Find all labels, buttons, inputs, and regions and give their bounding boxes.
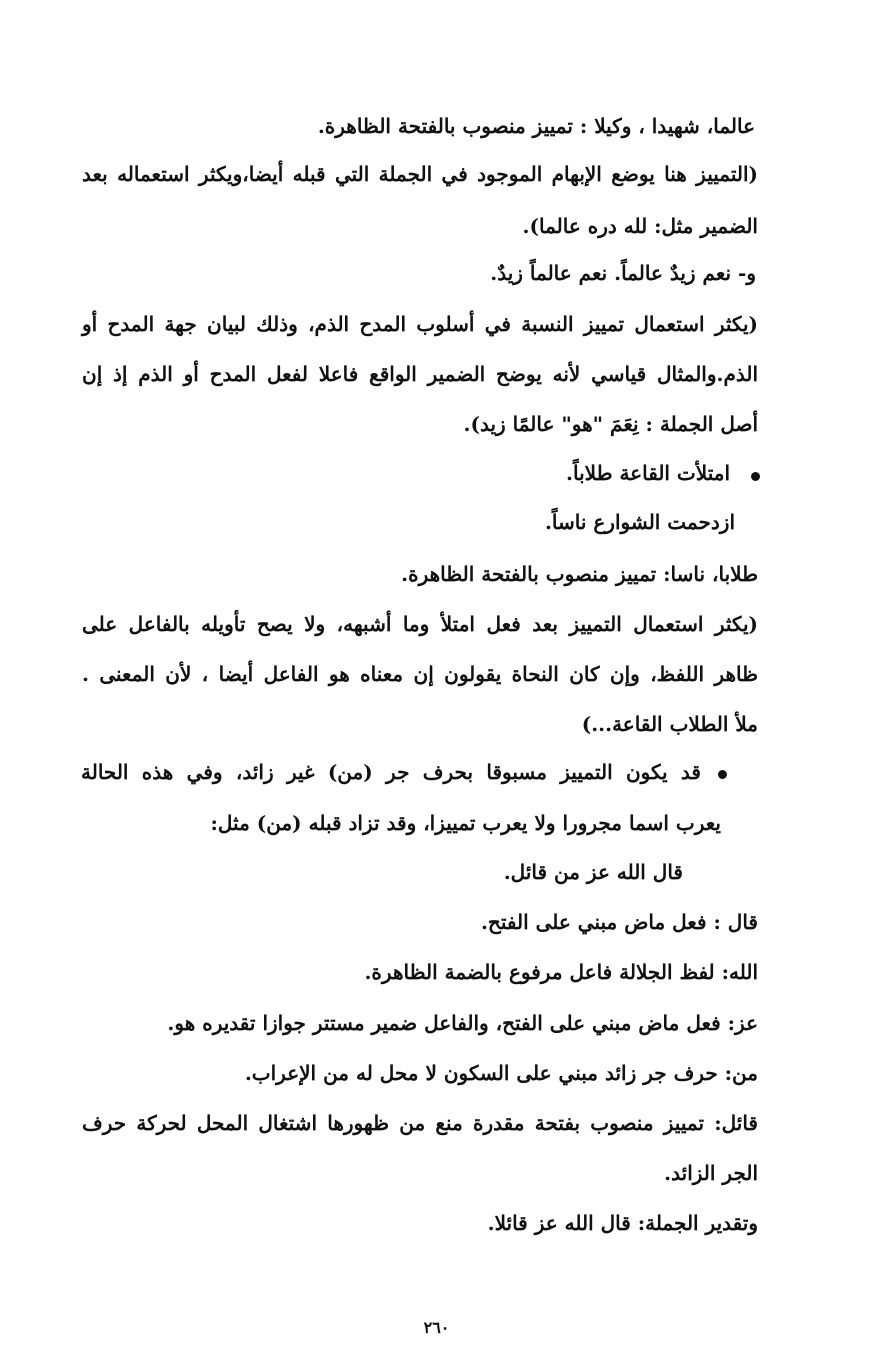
text-line: (يكثر استعمال تمييز النسبة في أسلوب المدح الذم، وذلك لبيان جهة المدح أو <box>82 312 758 336</box>
text-line: عز: فعل ماض مبني على الفتح، والفاعل ضمير مستتر جوازا تقديره هو. <box>167 1011 758 1035</box>
text-line: الله: لفظ الجلالة فاعل مرفوع بالضمة الظاهرة. <box>364 960 758 984</box>
text-line: وتقدير الجملة: قال الله عز قائلا. <box>487 1211 758 1235</box>
text-line: الجر الزائد. <box>664 1161 758 1185</box>
page-number: ٢٦٠ <box>423 1318 450 1337</box>
text-line: ازدحمت الشوارع ناساً. <box>544 510 735 534</box>
text-line: قال : فعل ماض مبني على الفتح. <box>480 910 758 934</box>
text-line: قائل: تمييز منصوب بفتحة مقدرة منع من ظهورها اشتغال المحل لحركة حرف <box>82 1111 758 1135</box>
text-line: قد يكون التمييز مسبوقا بحرف جر (من) غير زائد، وفي هذه الحالة <box>81 760 701 784</box>
text-line: امتلأت القاعة طلاباً. <box>566 461 730 485</box>
text-line: (التمييز هنا يوضع الإبهام الموجود في الجملة التي قبله أيضا،ويكثر استعماله بعد <box>82 162 758 186</box>
text-line: و- نعم زيدٌ عالماً. نعم عالماً زيدٌ. <box>490 261 756 285</box>
text-line: (يكثر استعمال التمييز بعد فعل امتلأ وما أشبهه، ولا يصح تأويله بالفاعل على <box>82 612 758 636</box>
text-line: ملأ الطلاب القاعة...) <box>581 712 758 736</box>
text-line: عالما، شهيدا ، وكيلا : تمييز منصوب بالفتحة الظاهرة. <box>317 114 755 138</box>
text-line: الضمير مثل: لله دره عالما). <box>522 214 758 238</box>
bullet-icon <box>718 770 727 779</box>
text-line: ظاهر اللفظ، وإن كان النحاة يقولون إن معناه هو الفاعل أيضا ، لأن المعنى . <box>82 662 758 686</box>
text-line: يعرب اسما مجرورا ولا يعرب تمييزا، وقد تزاد قبله (من) مثل: <box>210 811 721 835</box>
bullet-icon <box>751 472 760 481</box>
text-line: من: حرف جر زائد مبني على السكون لا محل له من الإعراب. <box>244 1061 758 1085</box>
text-line: قال الله عز من قائل. <box>503 860 683 884</box>
text-line: طلابا، ناسا: تمييز منصوب بالفتحة الظاهرة. <box>401 562 758 586</box>
text-line: أصل الجملة : نِعَمَ "هو" عالمًا زيد). <box>463 412 758 436</box>
text-line: الذم.والمثال قياسي لأنه يوضح الضمير الواقع فاعلا لفعل المدح أو الذم إذ إن <box>82 362 758 386</box>
